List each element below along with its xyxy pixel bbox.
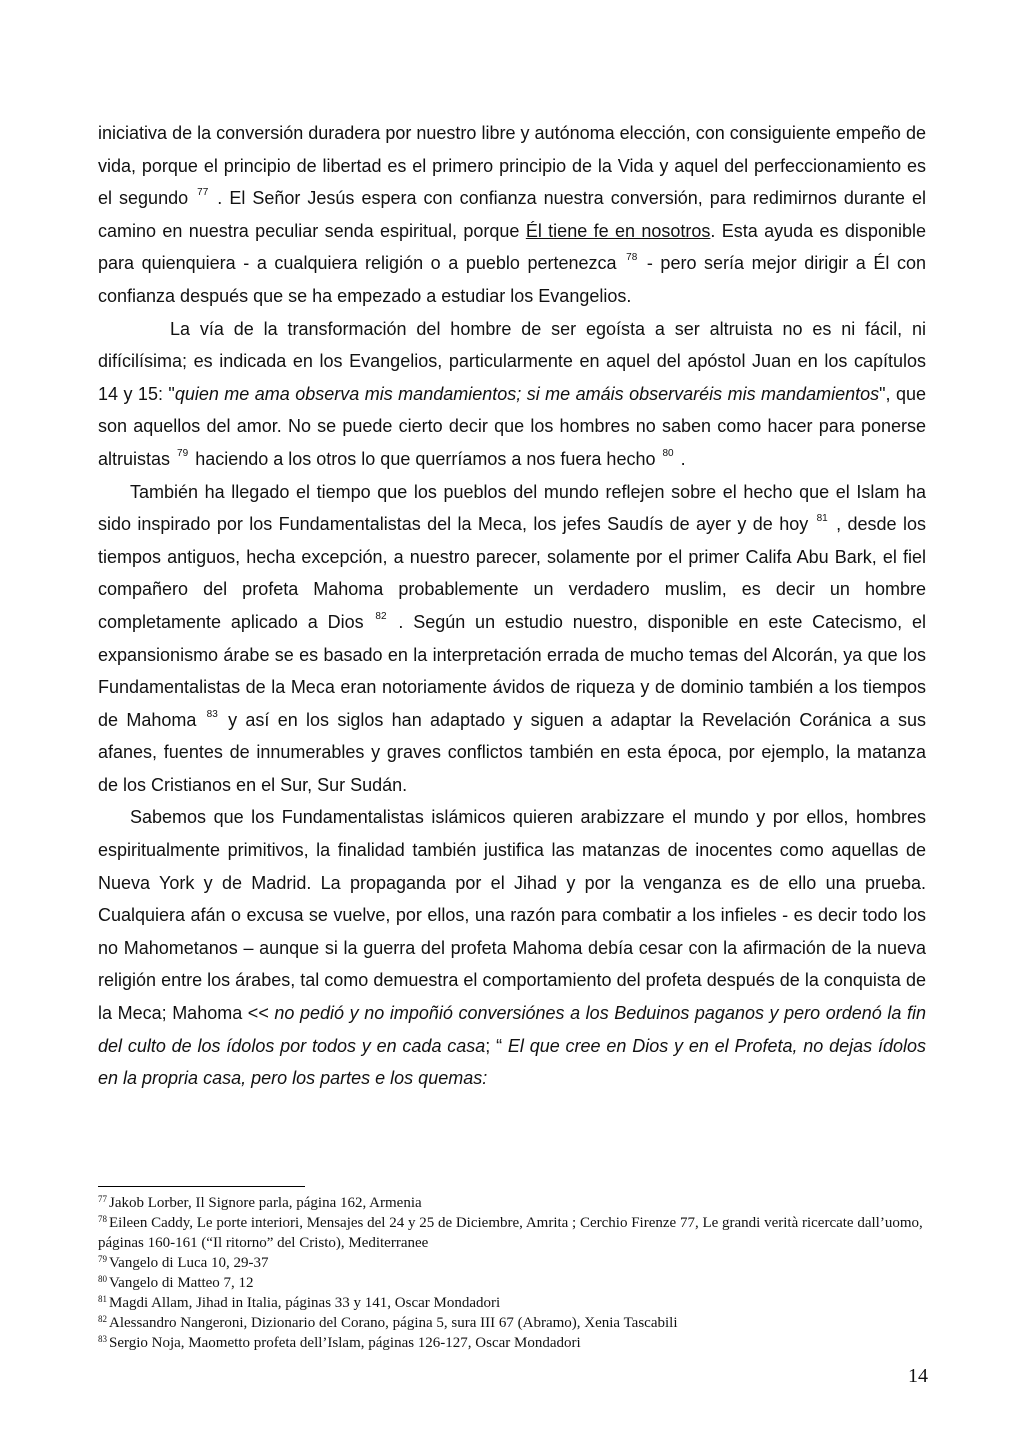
italic-quote: quien me ama observa mis mandamientos; si me amáis observaréis mis mandamientos <box>174 383 880 404</box>
text-run: - pero sería mejor dirigir a Él con confianza después que se ha empezado a estudiar los Evangelios. <box>98 253 926 306</box>
paragraph-2 <box>98 313 926 476</box>
footnote-ref-80[interactable]: 80 <box>662 447 674 459</box>
footnote-ref-81[interactable]: 81 <box>816 513 828 525</box>
text-run: La vía de la transformación del hombre de ser egoísta a ser altruista no es ni fácil, ni difícilísima; es indicada en los Evangelios, particularmente en aquel del apóstol Juan en los capítulos 14 y 15: " <box>98 318 926 404</box>
footnote-ref-78[interactable]: 78 <box>626 252 638 264</box>
paragraph-1 <box>98 117 926 313</box>
text-run: . El Señor Jesús espera con confianza nuestra conversión, para redimirnos durante el camino en nuestra peculiar senda espiritual, porque <box>98 188 926 241</box>
footnotes <box>98 1193 926 1353</box>
text-run: Sabemos que los Fundamentalistas islámicos quieren arabizzare el mundo y por ellos, hombres espiritualmente primitivos, la finalidad también justifica las matanzas de inocentes como aquellas de Nueva York y de Madrid. La propaganda por el Jihad y por la venganza es de ello una prueba. Cualquiera afán o excusa se vuelve, por ellos, una razón para combatir a los infieles - es decir todo los no Mahometanos – aunque si la guerra del profeta Mahoma debía cesar con la afirmación de la nueva religión entre los árabes, tal como demuestra el comportamiento del profeta después de la conquista de la Meca; Mahoma << <box>98 807 926 1024</box>
footnote-separator <box>98 1186 305 1187</box>
text-run: , desde los tiempos antiguos, hecha excepción, a nuestro parecer, solamente por el primer Califa Abu Bark, el fiel compañero del profeta Mahoma probablemente un verdadero muslim, es decir un hombre completamente aplicado a Dios <box>98 514 926 632</box>
footnote-number: 82 <box>98 1314 107 1324</box>
italic-quote: El que cree en Dios y en el Profeta, no dejas ídolos en la propria casa, pero los partes e los quemas: <box>98 1035 926 1089</box>
footnote-number: 80 <box>98 1274 107 1284</box>
footnote-80 <box>98 1273 926 1293</box>
italic-quote: no pedió y no impoñió conversiónes a los Beduinos paganos y pero ordenó la fin del culto de los ídolos por todos y en cada casa <box>98 1003 926 1056</box>
footnote-83 <box>98 1333 926 1353</box>
underlined-text: Él tiene fe en nosotros <box>525 220 711 241</box>
footnote-number: 79 <box>98 1254 107 1264</box>
text-run: . Esta ayuda es disponible para quienquiera - a cualquiera religión o a pueblo pertenezca <box>98 220 926 274</box>
text-run: haciendo a los otros lo que querríamos a nos fuera hecho <box>195 448 656 469</box>
text-run: ", que son aquellos del amor. No se puede cierto decir que los hombres no saben como hacer para ponerse altruistas <box>98 383 926 469</box>
footnote-82 <box>98 1313 926 1333</box>
body-text <box>98 117 926 1095</box>
text-run: y así en los siglos han adaptado y siguen a adaptar la Revelación Coránica a sus afanes, fuentes de innumerables y graves conflictos también en esta época, por ejemplo, la matanza de los Cristianos en el Sur, Sur Sudán. <box>98 709 926 795</box>
paragraph-3 <box>98 476 926 802</box>
footnote-79 <box>98 1253 926 1273</box>
footnote-ref-77[interactable]: 77 <box>197 187 209 199</box>
footnote-number: 77 <box>98 1194 107 1204</box>
footnote-number: 83 <box>98 1334 107 1344</box>
footnote-77 <box>98 1193 926 1213</box>
paragraph-4 <box>98 801 926 1094</box>
footnote-81 <box>98 1293 926 1313</box>
footnote-ref-82[interactable]: 82 <box>375 610 387 622</box>
text-run: También ha llegado el tiempo que los pueblos del mundo reflejen sobre el hecho que el Islam ha sido inspirado por los Fundamentalistas del la Meca, los jefes Saudís de ayer y de hoy <box>98 481 926 535</box>
footnote-text: Eileen Caddy, Le porte interiori, Mensajes del 24 y 25 de Diciembre, Amrita ; Cerchio Firenze 77, Le grandi verità ricercate dall’uomo, páginas 160-161 (“Il ritorno” del Cristo), Mediterranee <box>98 1215 923 1251</box>
footnote-ref-83[interactable]: 83 <box>206 708 218 720</box>
footnote-ref-79[interactable]: 79 <box>177 447 189 459</box>
text-run: . Según un estudio nuestro, disponible en este Catecismo, el expansionismo árabe se es basado en la interpretación errada de mucho temas del Alcorán, ya que los Fundamentalistas de la Meca eran notoriamente ávidos de riqueza y de dominio también a los tiempos de Mahoma <box>98 611 927 730</box>
text-run: iniciativa de la conversión duradera por nuestro libre y autónoma elección, con consiguiente empeño de vida, porque el principio de libertad es el primero principio de la Vida y aquel del perfeccionamiento es el segundo <box>98 123 926 209</box>
footnote-text: Sergio Noja, Maometto profeta dell’Islam, páginas 126-127, Oscar Mondadori <box>109 1335 581 1351</box>
footnote-number: 81 <box>98 1294 107 1304</box>
text-run: . <box>680 448 686 469</box>
footnote-78 <box>98 1213 926 1253</box>
footnote-text: Jakob Lorber, Il Signore parla, página 162, Armenia <box>109 1195 422 1211</box>
footnote-text: Alessandro Nangeroni, Dizionario del Corano, página 5, sura III 67 (Abramo), Xenia Tascabili <box>109 1315 678 1331</box>
text-run: ; “ <box>485 1035 503 1056</box>
footnote-text: Magdi Allam, Jihad in Italia, páginas 33 y 141, Oscar Mondadori <box>109 1295 501 1311</box>
footnote-text: Vangelo di Luca 10, 29-37 <box>109 1255 269 1271</box>
footnote-text: Vangelo di Matteo 7, 12 <box>109 1275 254 1291</box>
footnote-number: 78 <box>98 1214 107 1224</box>
page-number: 14 <box>908 1365 928 1387</box>
